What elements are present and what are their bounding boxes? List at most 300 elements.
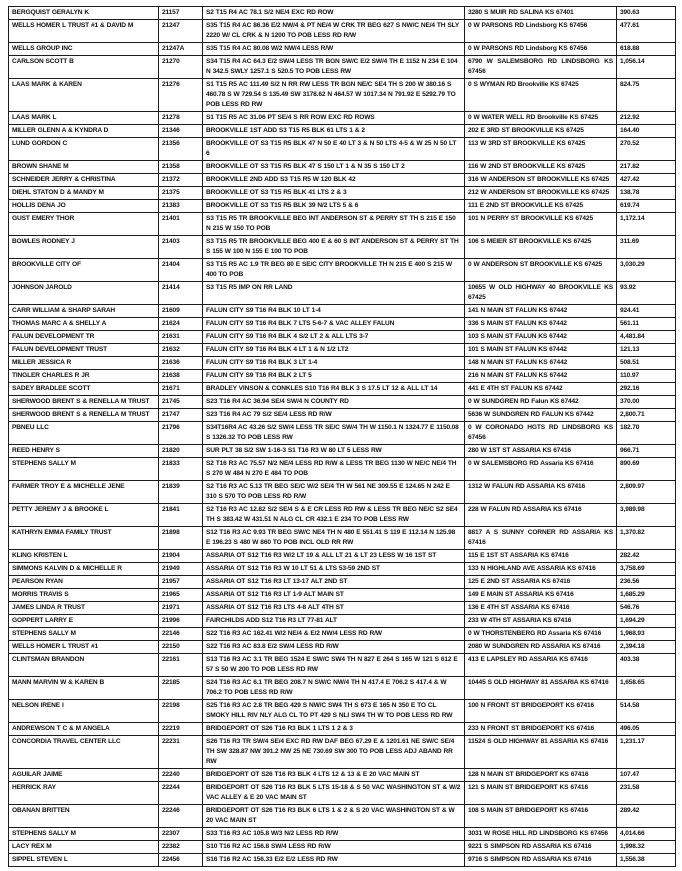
property-address-cell: 9716 S SIMPSON RD ASSARIA KS 67416 bbox=[465, 854, 617, 867]
amount-due-cell: 427.42 bbox=[617, 174, 676, 187]
property-address-cell: 1312 W FALUN RD ASSARIA KS 67416 bbox=[465, 481, 617, 504]
owner-name-cell: CARR WILLIAM & SHARP SARAH bbox=[9, 305, 159, 318]
parcel-id-cell: 21957 bbox=[159, 576, 203, 589]
table-row bbox=[9, 854, 676, 867]
amount-due-cell: 212.92 bbox=[617, 112, 676, 125]
amount-due-cell: 546.76 bbox=[617, 602, 676, 615]
legal-description-cell: S24 T16 R3 AC 6.1 TR BEG 208.7 N SW/C NW/4 TH N 417.4 E 706.2 S 417.4 & W 706.2 TO POB LESS RD R/W bbox=[203, 677, 465, 700]
property-address-cell: 280 W 1ST ST ASSARIA KS 67416 bbox=[465, 445, 617, 458]
owner-name-cell: PBNEU LLC bbox=[9, 422, 159, 445]
owner-name-cell: STEPHENS SALLY M bbox=[9, 828, 159, 841]
amount-due-cell: 236.56 bbox=[617, 576, 676, 589]
legal-description-cell: S35 T15 R4 AC 86.36 E/2 NW/4 & PT NE/4 W CRK TR BEG 627 S NW/C NE/4 TH SLY 2220 W/ CL CRK & N 1200 TO POB LESS RD R/W bbox=[203, 20, 465, 43]
owner-name-cell: MANN MARVIN W & KAREN B bbox=[9, 677, 159, 700]
property-address-cell: 10445 S OLD HIGHWAY 81 ASSARIA KS 67416 bbox=[465, 677, 617, 700]
owner-name-cell: STEPHENS SALLY M bbox=[9, 628, 159, 641]
property-address-cell: 413 E LAPSLEY RD ASSARIA KS 67416 bbox=[465, 654, 617, 677]
table-row bbox=[9, 200, 676, 213]
parcel-id-cell: 22198 bbox=[159, 700, 203, 723]
parcel-id-cell: 21996 bbox=[159, 615, 203, 628]
property-address-cell: 133 N HIGHLAND AVE ASSARIA KS 67416 bbox=[465, 563, 617, 576]
amount-due-cell: 2,394.18 bbox=[617, 641, 676, 654]
parcel-id-cell: 22456 bbox=[159, 854, 203, 867]
parcel-id-cell: 21671 bbox=[159, 383, 203, 396]
legal-description-cell: S34 T15 R4 AC 64.3 E/2 SW/4 LESS TR BGN SW/C E/2 SW/4 TH E 1152 N 234 E 104 N 342.5 SWLY 1257.1 S 520.5 TO POB LESS RW bbox=[203, 56, 465, 79]
amount-due-cell: 370.00 bbox=[617, 396, 676, 409]
legal-description-cell: S26 T16 R3 TR SW/4 SE/4 EXC RD RW DAF BEG 67.29 E & 1201.61 NE SW/C SE/4 TH SW 328.87 NW 391.2 NW 25 NE 730.69 SW 300 TO POB LESS ADJ ABAND RR RW bbox=[203, 736, 465, 769]
table-row bbox=[9, 527, 676, 550]
legal-description-cell: S33 T16 R3 AC 105.8 W/3 N/2 LESS RD R/W bbox=[203, 828, 465, 841]
amount-due-cell: 1,694.29 bbox=[617, 615, 676, 628]
legal-description-cell: S3 T15 R5 IMP ON RR LAND bbox=[203, 282, 465, 305]
legal-description-cell: BRIDGEPORT OT S26 T16 R3 BLK 1 LTS 1 2 & 3 bbox=[203, 723, 465, 736]
table-row bbox=[9, 259, 676, 282]
parcel-id-cell: 21383 bbox=[159, 200, 203, 213]
property-address-cell: 148 N MAIN ST FALUN KS 67442 bbox=[465, 357, 617, 370]
table-row bbox=[9, 805, 676, 828]
owner-name-cell: MILLER JESSICA R bbox=[9, 357, 159, 370]
owner-name-cell: LAAS MARK L bbox=[9, 112, 159, 125]
owner-name-cell: JAMES LINDA R TRUST bbox=[9, 602, 159, 615]
amount-due-cell: 164.40 bbox=[617, 125, 676, 138]
property-address-cell: 113 W 3RD ST BROOKVILLE KS 67425 bbox=[465, 138, 617, 161]
legal-description-cell: FAIRCHILDS ADD S12 T16 R3 LT 77-81 ALT bbox=[203, 615, 465, 628]
parcel-id-cell: 21276 bbox=[159, 79, 203, 112]
owner-name-cell: BERGQUIST GERALYN K bbox=[9, 7, 159, 20]
table-row bbox=[9, 396, 676, 409]
legal-description-cell: BROOKVILLE 2ND ADD S3 T15 R5 W 120 BLK 42 bbox=[203, 174, 465, 187]
table-row bbox=[9, 602, 676, 615]
legal-description-cell: S1 T15 R5 AC 111.49 S/2 N RR RW LESS TR BGN NE/C SE4 TH S 200 W 380.16 S 460.78 S W 729.54 S 135.49 SW 3178.62 N 464.57 W 1017.34 N 791.92 E 5292.79 TO POB LESS RD RW bbox=[203, 79, 465, 112]
amount-due-cell: 2,800.71 bbox=[617, 409, 676, 422]
property-address-cell: 101 S MAIN ST FALUN KS 67442 bbox=[465, 344, 617, 357]
amount-due-cell: 3,989.98 bbox=[617, 504, 676, 527]
parcel-id-cell: 21247 bbox=[159, 20, 203, 43]
amount-due-cell: 2,809.97 bbox=[617, 481, 676, 504]
amount-due-cell: 1,998.32 bbox=[617, 841, 676, 854]
amount-due-cell: 121.13 bbox=[617, 344, 676, 357]
property-address-cell: 115 E 1ST ST ASSARIA KS 67416 bbox=[465, 550, 617, 563]
table-row bbox=[9, 550, 676, 563]
property-address-cell: 136 E 4TH ST ASSARIA KS 67416 bbox=[465, 602, 617, 615]
amount-due-cell: 292.16 bbox=[617, 383, 676, 396]
table-row bbox=[9, 589, 676, 602]
legal-description-cell: S23 T16 R4 AC 79 S/2 SE/4 LESS RD R/W bbox=[203, 409, 465, 422]
legal-description-cell: FALUN CITY S9 T16 R4 BLK 3 LT 1-4 bbox=[203, 357, 465, 370]
table-row bbox=[9, 161, 676, 174]
parcel-id-cell: 21157 bbox=[159, 7, 203, 20]
amount-due-cell: 311.69 bbox=[617, 236, 676, 259]
table-row bbox=[9, 615, 676, 628]
legal-description-cell: S34T16R4 AC 43.26 S/2 SW/4 LESS TR SE/C SW/4 TH W 1150.1 N 1324.77 E 1150.08 S 1326.32 TO POB LESS RW bbox=[203, 422, 465, 445]
table-row bbox=[9, 7, 676, 20]
property-address-cell: 141 N MAIN ST FALUN KS 67442 bbox=[465, 305, 617, 318]
property-address-cell: 6790 W SALEMSBORG RD LINDSBORG KS 67456 bbox=[465, 56, 617, 79]
table-row bbox=[9, 409, 676, 422]
table-row bbox=[9, 782, 676, 805]
legal-description-cell: BRIDGEPORT OT S26 T16 R3 BLK 6 LTS 1 & 2 & S 20 VAC WASHINGTON ST & W 20 VAC MAIN ST bbox=[203, 805, 465, 828]
owner-name-cell: OBANAN BRITTEN bbox=[9, 805, 159, 828]
owner-name-cell: FALUN DEVELOPMENT TR bbox=[9, 331, 159, 344]
property-address-cell: 441 E 4TH ST FALUN KS 67442 bbox=[465, 383, 617, 396]
parcel-id-cell: 21356 bbox=[159, 138, 203, 161]
owner-name-cell: BROOKVILLE CITY OF bbox=[9, 259, 159, 282]
owner-name-cell: PETTY JEREMY J & BROOKE L bbox=[9, 504, 159, 527]
owner-name-cell: NELSON IRENE I bbox=[9, 700, 159, 723]
table-row bbox=[9, 138, 676, 161]
property-address-cell: 116 W 2ND ST BROOKVILLE KS 67425 bbox=[465, 161, 617, 174]
property-address-cell: 0 W THORSTENBERG RD Assaria KS 67416 bbox=[465, 628, 617, 641]
legal-description-cell: S10 T16 R2 AC 156.8 SW/4 LESS RD R/W bbox=[203, 841, 465, 854]
owner-name-cell: CLINTSMAN BRANDON bbox=[9, 654, 159, 677]
property-address-cell: 108 S MAIN ST BRIDGEPORT KS 67416 bbox=[465, 805, 617, 828]
owner-name-cell: BOWLES RODNEY J bbox=[9, 236, 159, 259]
parcel-id-cell: 21747 bbox=[159, 409, 203, 422]
legal-description-cell: S2 T16 R3 AC 12.82 S/2 SE/4 S & E CR LESS RD RW & LESS TR BEG NE/C S2 SE4 TH S 383.42 W 431.51 N ALG CL CR 432.1 E 234 TO POB LESS RW bbox=[203, 504, 465, 527]
owner-name-cell: REED HENRY S bbox=[9, 445, 159, 458]
parcel-id-cell: 21401 bbox=[159, 213, 203, 236]
amount-due-cell: 619.74 bbox=[617, 200, 676, 213]
table-row bbox=[9, 112, 676, 125]
legal-description-cell: ASSARIA OT S12 T16 R3 LTS 4-8 ALT 4TH ST bbox=[203, 602, 465, 615]
table-row bbox=[9, 357, 676, 370]
table-row bbox=[9, 576, 676, 589]
amount-due-cell: 496.05 bbox=[617, 723, 676, 736]
parcel-id-cell: 21403 bbox=[159, 236, 203, 259]
legal-description-cell: S35 T15 R4 AC 80.08 W/2 NW/4 LESS R/W bbox=[203, 43, 465, 56]
amount-due-cell: 508.51 bbox=[617, 357, 676, 370]
owner-name-cell: KLING KRISTEN L bbox=[9, 550, 159, 563]
delinquent-tax-records-table bbox=[8, 6, 676, 867]
table-row bbox=[9, 828, 676, 841]
amount-due-cell: 1,231.17 bbox=[617, 736, 676, 769]
owner-name-cell: AGUILAR JAIME bbox=[9, 769, 159, 782]
property-address-cell: 0 W PARSONS RD Lindsborg KS 67456 bbox=[465, 20, 617, 43]
amount-due-cell: 390.63 bbox=[617, 7, 676, 20]
parcel-id-cell: 22246 bbox=[159, 805, 203, 828]
table-row bbox=[9, 282, 676, 305]
property-address-cell: 149 E MAIN ST ASSARIA KS 67416 bbox=[465, 589, 617, 602]
amount-due-cell: 618.88 bbox=[617, 43, 676, 56]
parcel-id-cell: 21965 bbox=[159, 589, 203, 602]
parcel-id-cell: 21632 bbox=[159, 344, 203, 357]
legal-description-cell: S13 T16 R3 AC 3.1 TR BEG 1524 E SW/C SW4 TH N 827 E 264 S 165 W 121 S 612 E 57 S 50 W 200 TO POB LESS RD RW bbox=[203, 654, 465, 677]
property-address-cell: 11524 S OLD HIGHWAY 81 ASSARIA KS 67416 bbox=[465, 736, 617, 769]
owner-name-cell: HERRICK RAY bbox=[9, 782, 159, 805]
amount-due-cell: 4,481.84 bbox=[617, 331, 676, 344]
property-address-cell: 121 S MAIN ST BRIDGEPORT KS 67416 bbox=[465, 782, 617, 805]
parcel-id-cell: 21841 bbox=[159, 504, 203, 527]
legal-description-cell: ASSARIA OT S12 T16 R3 W 10 LT 51 & LTS 53-59 2ND ST bbox=[203, 563, 465, 576]
legal-description-cell: S22 T16 R3 AC 162.41 W/2 NE/4 & E/2 NW/4 LESS RD R/W bbox=[203, 628, 465, 641]
legal-description-cell: SUR PLT 38 S/2 SW 1-16-3 S1 T16 R3 W 80 LT 5 LESS RW bbox=[203, 445, 465, 458]
legal-description-cell: S23 T16 R4 AC 36.94 SE/4 SW/4 N COUNTY RD bbox=[203, 396, 465, 409]
property-address-cell: 0 W SALEMSBORG RD Assaria KS 67416 bbox=[465, 458, 617, 481]
parcel-id-cell: 22185 bbox=[159, 677, 203, 700]
property-address-cell: 228 W FALUN RD ASSARIA KS 67416 bbox=[465, 504, 617, 527]
property-address-cell: 233 N FRONT ST BRIDGEPORT KS 67416 bbox=[465, 723, 617, 736]
legal-description-cell: S1 T15 R5 AC 31.06 PT SE/4 S RR ROW EXC RD ROWS bbox=[203, 112, 465, 125]
parcel-id-cell: 21346 bbox=[159, 125, 203, 138]
table-row bbox=[9, 641, 676, 654]
owner-name-cell: KATHRYN EMMA FAMILY TRUST bbox=[9, 527, 159, 550]
amount-due-cell: 282.42 bbox=[617, 550, 676, 563]
legal-description-cell: S2 T16 R3 AC 75.57 N/2 NE/4 LESS RD R/W & LESS TR BEG 1130 W NE/C NE/4 TH S 270 W 484 N 270 E 484 TO POB bbox=[203, 458, 465, 481]
legal-description-cell: ASSARIA OT S12 T16 R3 LT 13-17 ALT 2ND ST bbox=[203, 576, 465, 589]
table-row bbox=[9, 331, 676, 344]
parcel-id-cell: 22231 bbox=[159, 736, 203, 769]
amount-due-cell: 1,968.93 bbox=[617, 628, 676, 641]
table-row bbox=[9, 370, 676, 383]
amount-due-cell: 3,030.29 bbox=[617, 259, 676, 282]
property-address-cell: 336 S MAIN ST FALUN KS 67442 bbox=[465, 318, 617, 331]
parcel-id-cell: 21372 bbox=[159, 174, 203, 187]
legal-description-cell: BROOKVILLE OT S3 T15 R5 BLK 41 LTS 2 & 3 bbox=[203, 187, 465, 200]
legal-description-cell: BRIDGEPORT OT S26 T16 R3 BLK 5 LTS 15-18 & S 50 VAC WASHINGTON ST & W/2 VAC ALLEY & E 20 VAC MAIN ST bbox=[203, 782, 465, 805]
property-address-cell: 9221 S SIMPSON RD ASSARIA KS 67416 bbox=[465, 841, 617, 854]
parcel-id-cell: 22382 bbox=[159, 841, 203, 854]
property-address-cell: 216 N MAIN ST FALUN KS 67442 bbox=[465, 370, 617, 383]
table-row bbox=[9, 504, 676, 527]
table-row bbox=[9, 318, 676, 331]
property-address-cell: 101 N PERRY ST BROOKVILLE KS 67425 bbox=[465, 213, 617, 236]
amount-due-cell: 4,014.66 bbox=[617, 828, 676, 841]
amount-due-cell: 1,685.29 bbox=[617, 589, 676, 602]
legal-description-cell: ASSARIA OT S12 T16 R3 LT 1-9 ALT MAIN ST bbox=[203, 589, 465, 602]
parcel-id-cell: 21624 bbox=[159, 318, 203, 331]
owner-name-cell: MORRIS TRAVIS S bbox=[9, 589, 159, 602]
amount-due-cell: 1,370.82 bbox=[617, 527, 676, 550]
table-row bbox=[9, 344, 676, 357]
parcel-id-cell: 21839 bbox=[159, 481, 203, 504]
owner-name-cell: TINGLER CHARLES R JR bbox=[9, 370, 159, 383]
owner-name-cell: PEARSON RYAN bbox=[9, 576, 159, 589]
parcel-id-cell: 22307 bbox=[159, 828, 203, 841]
parcel-id-cell: 21278 bbox=[159, 112, 203, 125]
amount-due-cell: 289.42 bbox=[617, 805, 676, 828]
table-row bbox=[9, 736, 676, 769]
property-address-cell: 128 N MAIN ST BRIDGEPORT KS 67416 bbox=[465, 769, 617, 782]
table-row bbox=[9, 628, 676, 641]
parcel-id-cell: 21820 bbox=[159, 445, 203, 458]
owner-name-cell: DIEHL STATON D & MANDY M bbox=[9, 187, 159, 200]
amount-due-cell: 182.70 bbox=[617, 422, 676, 445]
parcel-id-cell: 21796 bbox=[159, 422, 203, 445]
table-row bbox=[9, 187, 676, 200]
amount-due-cell: 966.71 bbox=[617, 445, 676, 458]
legal-description-cell: S25 T16 R3 AC 2.8 TR BEG 429 S NW/C SW4 TH S 673 E 165 N 350 E TO CL SMOKY HILL RIV NLY ALG CL TO PT 429 S NLI SW4 TH W TO POB LESS RD RW bbox=[203, 700, 465, 723]
parcel-id-cell: 21404 bbox=[159, 259, 203, 282]
table-row bbox=[9, 79, 676, 112]
legal-description-cell: FALUN CITY S9 T16 R4 BLK 4 LT 1 & N 1/2 LT2 bbox=[203, 344, 465, 357]
table-row bbox=[9, 769, 676, 782]
owner-name-cell: SCHNEIDER JERRY & CHRISTINA bbox=[9, 174, 159, 187]
property-address-cell: 5636 W SUNDGREN RD FALUN KS 67442 bbox=[465, 409, 617, 422]
property-address-cell: 212 W ANDERSON ST BROOKVILLE KS 67425 bbox=[465, 187, 617, 200]
amount-due-cell: 514.58 bbox=[617, 700, 676, 723]
owner-name-cell: SIPPEL STEVEN L bbox=[9, 854, 159, 867]
table-row bbox=[9, 213, 676, 236]
legal-description-cell: S3 T15 R5 AC 1.9 TR BEG 80 E SE/C CITY BROOKVILLE TH N 215 E 400 S 215 W 400 TO POB bbox=[203, 259, 465, 282]
property-address-cell: 0 S WYMAN RD Brookville KS 67425 bbox=[465, 79, 617, 112]
property-address-cell: 233 W 4TH ST ASSARIA KS 67416 bbox=[465, 615, 617, 628]
parcel-id-cell: 22240 bbox=[159, 769, 203, 782]
property-address-cell: 2080 W SUNDGREN RD ASSARIA KS 67416 bbox=[465, 641, 617, 654]
property-address-cell: 0 W CORONADO HGTS RD LINDSBORG KS 67456 bbox=[465, 422, 617, 445]
owner-name-cell: FALUN DEVELOPMENT TRUST bbox=[9, 344, 159, 357]
legal-description-cell: BROOKVILLE 1ST ADD S3 T15 R5 BLK 61 LTS 1 & 2 bbox=[203, 125, 465, 138]
amount-due-cell: 270.52 bbox=[617, 138, 676, 161]
amount-due-cell: 1,172.14 bbox=[617, 213, 676, 236]
table-row bbox=[9, 458, 676, 481]
legal-description-cell: S3 T15 R5 TR BROOKVILLE BEG INT ANDERSON ST & PERRY ST TH S 215 E 150 N 215 W 150 TO POB bbox=[203, 213, 465, 236]
parcel-id-cell: 21636 bbox=[159, 357, 203, 370]
table-row bbox=[9, 723, 676, 736]
table-row bbox=[9, 305, 676, 318]
legal-description-cell: S2 T15 R4 AC 78.1 S/2 NE/4 EXC RD ROW bbox=[203, 7, 465, 20]
owner-name-cell: LUND GORDON C bbox=[9, 138, 159, 161]
property-address-cell: 0 W SUNDGREN RD Falun KS 67442 bbox=[465, 396, 617, 409]
parcel-id-cell: 21270 bbox=[159, 56, 203, 79]
parcel-id-cell: 21375 bbox=[159, 187, 203, 200]
property-address-cell: 125 E 2ND ST ASSARIA KS 67416 bbox=[465, 576, 617, 589]
table-row bbox=[9, 383, 676, 396]
property-address-cell: 0 W ANDERSON ST BROOKVILLE KS 67425 bbox=[465, 259, 617, 282]
legal-description-cell: S2 T16 R3 AC 5.13 TR BEG SE/C W/2 SE/4 TH W 561 NE 309.55 E 124.65 N 242 E 310 S 570 TO POB LESS RD R/W bbox=[203, 481, 465, 504]
table-row bbox=[9, 563, 676, 576]
amount-due-cell: 138.78 bbox=[617, 187, 676, 200]
parcel-id-cell: 21833 bbox=[159, 458, 203, 481]
parcel-id-cell: 21971 bbox=[159, 602, 203, 615]
amount-due-cell: 1,658.65 bbox=[617, 677, 676, 700]
property-address-cell: 111 E 2ND ST BROOKVILLE KS 67425 bbox=[465, 200, 617, 213]
table-row bbox=[9, 841, 676, 854]
amount-due-cell: 107.47 bbox=[617, 769, 676, 782]
legal-description-cell: S3 T15 R5 TR BROOKVILLE BEG 400 E & 60 S INT ANDERSON ST & PERRY ST TH S 155 W 100 N 155 E 100 TO POB bbox=[203, 236, 465, 259]
owner-name-cell: CARLSON SCOTT B bbox=[9, 56, 159, 79]
owner-name-cell: MILLER GLENN A & KYNDRA D bbox=[9, 125, 159, 138]
legal-description-cell: BROOKVILLE OT S3 T15 R5 BLK 47 S 150 LT 1 & N 35 S 150 LT 2 bbox=[203, 161, 465, 174]
legal-description-cell: S22 T16 R3 AC 83.8 E/2 SW/4 LESS RD R/W bbox=[203, 641, 465, 654]
owner-name-cell: SHERWOOD BRENT S & RENELLA M TRUST bbox=[9, 396, 159, 409]
parcel-id-cell: 21358 bbox=[159, 161, 203, 174]
owner-name-cell: THOMAS MARC A & SHELLY A bbox=[9, 318, 159, 331]
property-address-cell: 0 W WATER WELL RD Brookville KS 67425 bbox=[465, 112, 617, 125]
property-address-cell: 202 E 3RD ST BROOKVILLE KS 67425 bbox=[465, 125, 617, 138]
parcel-id-cell: 21898 bbox=[159, 527, 203, 550]
table-row bbox=[9, 677, 676, 700]
owner-name-cell: STEPHENS SALLY M bbox=[9, 458, 159, 481]
property-address-cell: 8817 A S SUNNY CORNER RD ASSARIA KS 67416 bbox=[465, 527, 617, 550]
owner-name-cell: JOHNSON JAROLD bbox=[9, 282, 159, 305]
table-body bbox=[9, 7, 676, 867]
parcel-id-cell: 22161 bbox=[159, 654, 203, 677]
owner-name-cell: SADEY BRADLEE SCOTT bbox=[9, 383, 159, 396]
legal-description-cell: BROOKVILLE OT S3 T15 R5 BLK 39 N/2 LTS 5 & 6 bbox=[203, 200, 465, 213]
parcel-id-cell: 22244 bbox=[159, 782, 203, 805]
owner-name-cell: SIMMONS KALVIN D & MICHELLE R bbox=[9, 563, 159, 576]
owner-name-cell: FARMER TROY E & MICHELLE JENE bbox=[9, 481, 159, 504]
table-row bbox=[9, 236, 676, 259]
legal-description-cell: FALUN CITY S9 T16 R4 BLK 4 S/2 LT 2 & ALL LTS 3-7 bbox=[203, 331, 465, 344]
owner-name-cell: WELLS HOMER L TRUST #1 & DAVID M bbox=[9, 20, 159, 43]
owner-name-cell: LAAS MARK & KAREN bbox=[9, 79, 159, 112]
amount-due-cell: 824.75 bbox=[617, 79, 676, 112]
legal-description-cell: FALUN CITY S9 T16 R4 BLK 2 LT 5 bbox=[203, 370, 465, 383]
owner-name-cell: HOLLIS DENA JO bbox=[9, 200, 159, 213]
parcel-id-cell: 21638 bbox=[159, 370, 203, 383]
table-row bbox=[9, 445, 676, 458]
parcel-id-cell: 21247A bbox=[159, 43, 203, 56]
table-row bbox=[9, 700, 676, 723]
table-row bbox=[9, 654, 676, 677]
owner-name-cell: CONCORDIA TRAVEL CENTER LLC bbox=[9, 736, 159, 769]
property-address-cell: 3280 S MUIR RD SALINA KS 67401 bbox=[465, 7, 617, 20]
owner-name-cell: ANDREWSON T C & M ANGELA bbox=[9, 723, 159, 736]
parcel-id-cell: 22150 bbox=[159, 641, 203, 654]
legal-description-cell: ASSARIA OT S12 T16 R3 W/2 LT 19 & ALL LT 21 & LT 23 LESS W 16 1ST ST bbox=[203, 550, 465, 563]
legal-description-cell: BRADLEY VINSON & CONKLES S10 T16 R4 BLK 3 S 17.5 LT 12 & ALL LT 14 bbox=[203, 383, 465, 396]
parcel-id-cell: 22146 bbox=[159, 628, 203, 641]
owner-name-cell: SHERWOOD BRENT S & RENELLA M TRUST bbox=[9, 409, 159, 422]
amount-due-cell: 477.61 bbox=[617, 20, 676, 43]
legal-description-cell: S16 T16 R2 AC 156.33 E/2 E/2 LESS RD RW bbox=[203, 854, 465, 867]
legal-description-cell: S12 T16 R3 AC 9.93 TR BEG SW/C NE4 TH N 480 E 551.41 S 119 E 112.14 N 125.98 E 196.23 S 480 W 860 TO POB INCL OLD RR RW bbox=[203, 527, 465, 550]
amount-due-cell: 93.92 bbox=[617, 282, 676, 305]
property-address-cell: 316 W ANDERSON ST BROOKVILLE KS 67425 bbox=[465, 174, 617, 187]
table-row bbox=[9, 125, 676, 138]
property-address-cell: 10655 W OLD HIGHWAY 40 BROOKVILLE KS 67425 bbox=[465, 282, 617, 305]
legal-description-cell: FALUN CITY S9 T16 R4 BLK 7 LTS 5-6-7 & VAC ALLEY FALUN bbox=[203, 318, 465, 331]
amount-due-cell: 3,758.69 bbox=[617, 563, 676, 576]
table-row bbox=[9, 43, 676, 56]
amount-due-cell: 110.97 bbox=[617, 370, 676, 383]
parcel-id-cell: 21414 bbox=[159, 282, 203, 305]
table-row bbox=[9, 56, 676, 79]
table-row bbox=[9, 174, 676, 187]
owner-name-cell: WELLS HOMER L TRUST #1 bbox=[9, 641, 159, 654]
parcel-id-cell: 21609 bbox=[159, 305, 203, 318]
parcel-id-cell: 21904 bbox=[159, 550, 203, 563]
amount-due-cell: 231.58 bbox=[617, 782, 676, 805]
property-address-cell: 106 S MEIER ST BROOKVILLE KS 67425 bbox=[465, 236, 617, 259]
property-address-cell: 103 S MAIN ST FALUN KS 67442 bbox=[465, 331, 617, 344]
owner-name-cell: GUST EMERY THOR bbox=[9, 213, 159, 236]
owner-name-cell: WELLS GROUP INC bbox=[9, 43, 159, 56]
property-address-cell: 0 W PARSONS RD Lindsborg KS 67456 bbox=[465, 43, 617, 56]
property-address-cell: 3031 W ROSE HILL RD LINDSBORG KS 67456 bbox=[465, 828, 617, 841]
legal-description-cell: FALUN CITY S9 T16 R4 BLK 10 LT 1-4 bbox=[203, 305, 465, 318]
owner-name-cell: GOPPERT LARRY E bbox=[9, 615, 159, 628]
parcel-id-cell: 21745 bbox=[159, 396, 203, 409]
amount-due-cell: 403.38 bbox=[617, 654, 676, 677]
table-row bbox=[9, 20, 676, 43]
parcel-id-cell: 22219 bbox=[159, 723, 203, 736]
parcel-id-cell: 21631 bbox=[159, 331, 203, 344]
legal-description-cell: BROOKVILLE OT S3 T15 R5 BLK 47 N 50 E 40 LT 3 & N 50 LTS 4-5 & W 25 N 50 LT 6 bbox=[203, 138, 465, 161]
table-row bbox=[9, 422, 676, 445]
parcel-id-cell: 21949 bbox=[159, 563, 203, 576]
table-row bbox=[9, 481, 676, 504]
amount-due-cell: 217.82 bbox=[617, 161, 676, 174]
legal-description-cell: BRIDGEPORT OT S26 T16 R3 BLK 4 LTS 12 & 13 & E 20 VAC MAIN ST bbox=[203, 769, 465, 782]
amount-due-cell: 1,056.14 bbox=[617, 56, 676, 79]
amount-due-cell: 890.69 bbox=[617, 458, 676, 481]
amount-due-cell: 1,556.38 bbox=[617, 854, 676, 867]
property-address-cell: 100 N FRONT ST BRIDGEPORT KS 67416 bbox=[465, 700, 617, 723]
owner-name-cell: LACY REX M bbox=[9, 841, 159, 854]
owner-name-cell: BROWN SHANE M bbox=[9, 161, 159, 174]
